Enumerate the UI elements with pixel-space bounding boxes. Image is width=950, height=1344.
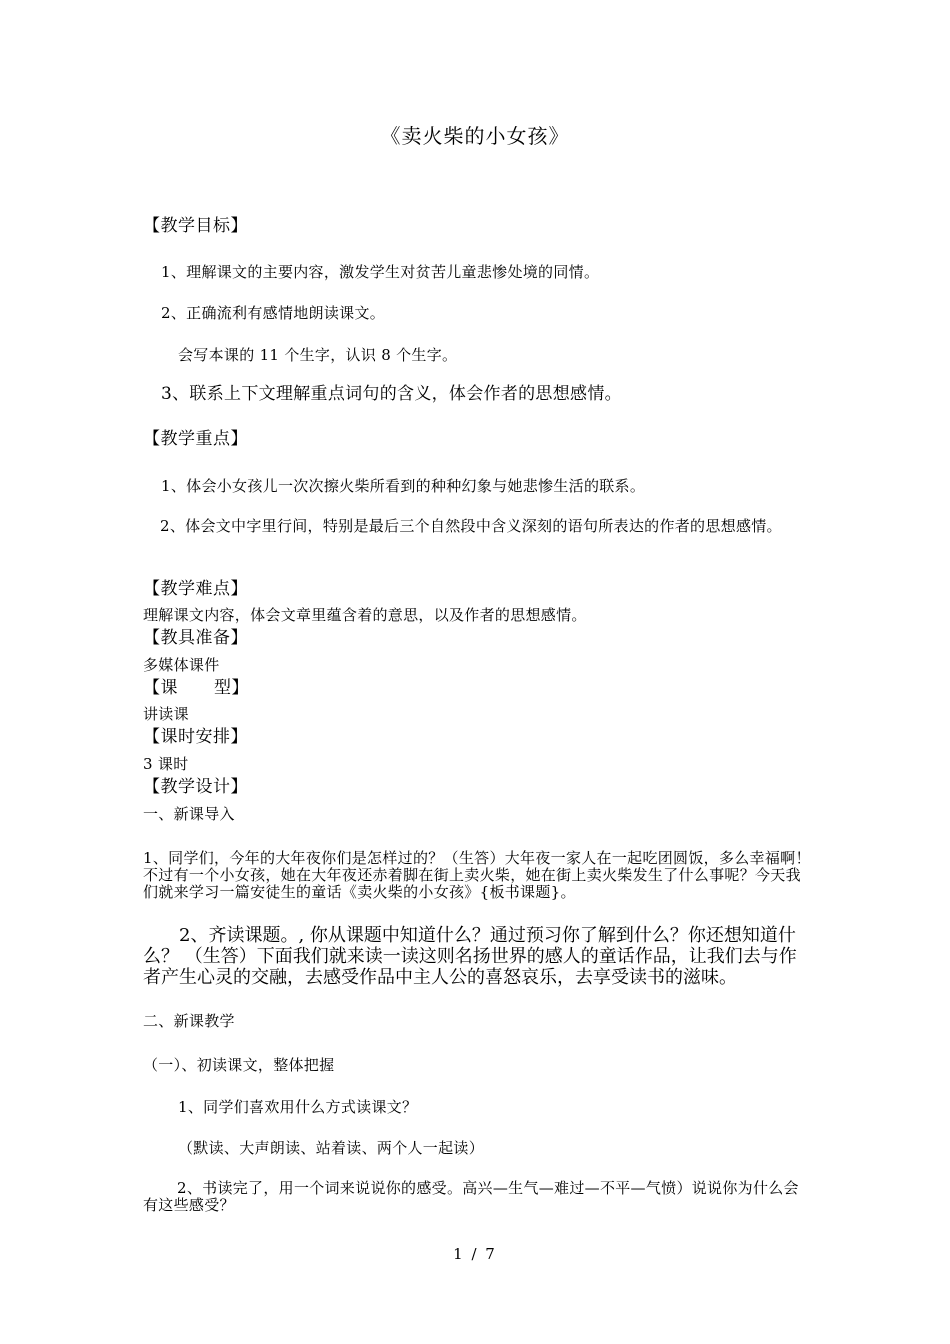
document-title: 《卖火柴的小女孩》: [380, 124, 570, 148]
tools-heading: 【教具准备】: [143, 628, 248, 648]
lesson-type-heading-right: 型】: [214, 678, 249, 698]
goal-item-2: 2、正确流利有感情地朗读课文。: [161, 304, 386, 322]
design-section-1: 一、新课导入: [143, 805, 235, 823]
design-section-2: 二、新课教学: [143, 1012, 235, 1030]
key-point-item-2: 2、体会文中字里行间，特别是最后三个自然段中含义深刻的语句所表达的作者的思想感情。: [160, 517, 782, 535]
lesson-type-text: 讲读课: [143, 705, 189, 723]
difficulties-text: 理解课文内容，体会文章里蕴含着的意思，以及作者的思想感情。: [143, 606, 587, 624]
difficulties-heading: 【教学难点】: [143, 579, 248, 599]
design-question-1: 1、同学们喜欢用什么方式读课文？: [178, 1098, 418, 1116]
key-points-heading: 【教学重点】: [143, 429, 248, 449]
design-subsection-1: （一）、初读课文，整体把握: [143, 1056, 335, 1074]
design-paragraph-1: 1、同学们，今年的大年夜你们是怎样过的？（生答）大年夜一家人在一起吃团圆饭，多么幸福啊！不过有一个小女孩，她在大年夜还赤着脚在街上卖火柴，她在街上卖火柴发生了什么事呢？今天我们就来学习一篇安徒生的童话《卖火柴的小女孩》{板书课题}。: [143, 849, 811, 901]
design-answer-1: （默读、大声朗读、站着读、两个人一起读）: [178, 1139, 485, 1157]
schedule-text: 3 课时: [143, 755, 189, 773]
tools-text: 多媒体课件: [143, 656, 220, 674]
design-question-2: 2、书读完了，用一个词来说说你的感受。高兴—生气—难过—不平—气愤）说说你为什么会有这些感受？: [143, 1179, 799, 1214]
design-heading: 【教学设计】: [143, 777, 248, 797]
schedule-heading: 【课时安排】: [143, 727, 248, 747]
goal-item-1: 1、理解课文的主要内容，激发学生对贫苦儿童悲惨处境的同情。: [161, 263, 600, 281]
goal-item-2b: 会写本课的 11 个生字，认识 8 个生字。: [178, 346, 458, 364]
goal-item-3: 3、联系上下文理解重点词句的含义，体会作者的思想感情。: [161, 384, 622, 404]
goals-heading: 【教学目标】: [143, 216, 248, 236]
design-paragraph-2: 2、齐读课题。, 你从课题中知道什么？通过预习你了解到什么？你还想知道什么？ （生答）下面我们就来读一读这则名扬世界的感人的童话作品，让我们去与作者产生心灵的交融，去感受作品中主人公的喜怒哀乐，去享受读书的滋味。: [143, 925, 797, 988]
page-number: 1 / 7: [453, 1245, 497, 1263]
lesson-type-heading-left: 【课: [143, 678, 178, 698]
key-point-item-1: 1、体会小女孩儿一次次擦火柴所看到的种种幻象与她悲惨生活的联系。: [161, 477, 646, 495]
